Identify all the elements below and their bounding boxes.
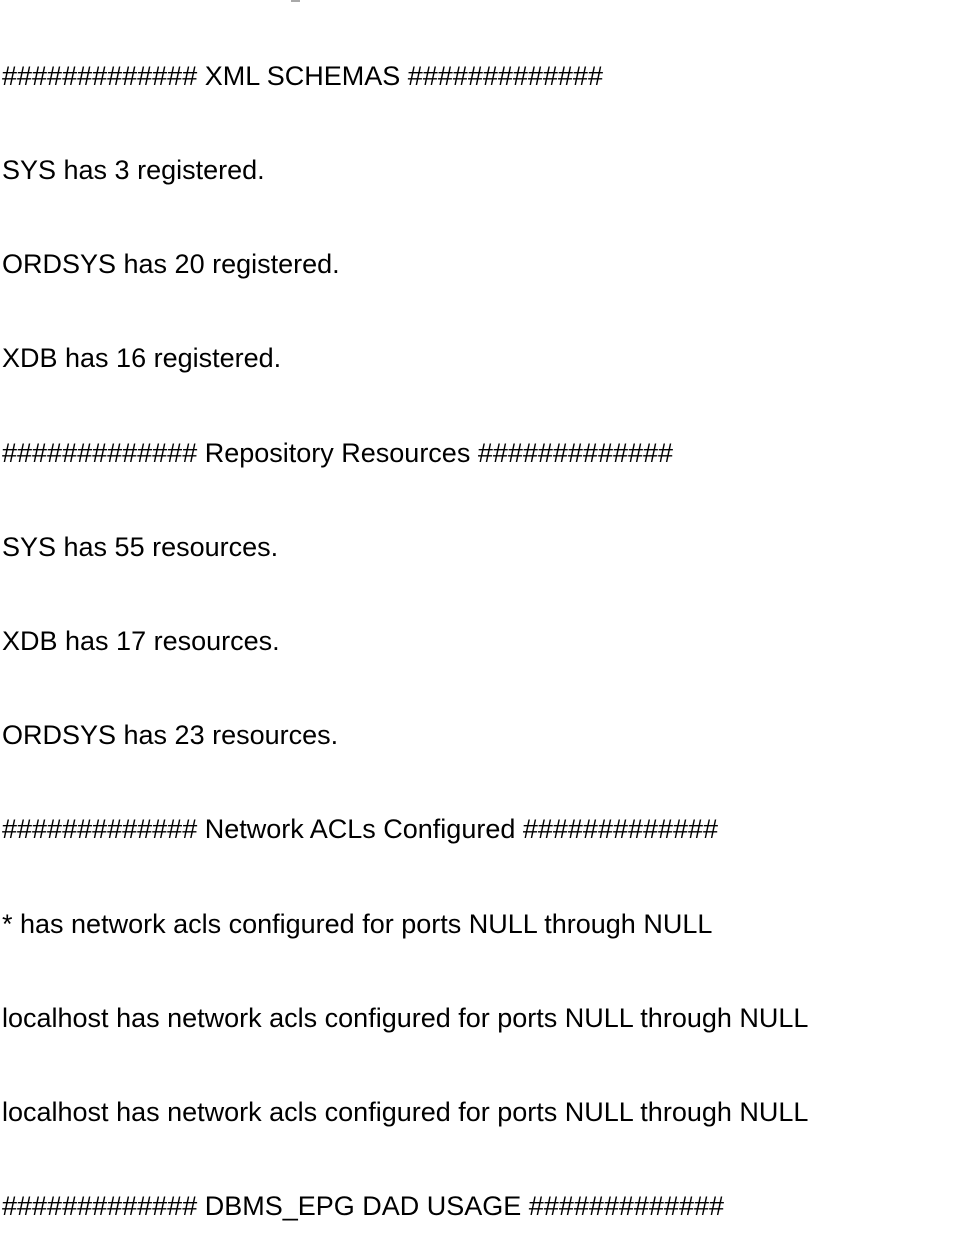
console-line: XDB has 17 resources. xyxy=(2,626,280,657)
console-line: localhost has network acls configured for ports NULL through NULL xyxy=(2,1097,809,1128)
section-header-dbms-epg-dad-usage: ############# DBMS_EPG DAD USAGE ############# xyxy=(2,1191,724,1222)
console-line: SYS has 55 resources. xyxy=(2,531,279,562)
console-line: XDB has 16 registered. xyxy=(2,343,282,374)
section-header-repository-resources: ############# Repository Resources ############# xyxy=(2,437,674,468)
console-line: ORDSYS has 23 resources. xyxy=(2,720,339,751)
console-output xyxy=(2,0,956,1254)
section-header-xml-schemas: ############# XML SCHEMAS ############# xyxy=(2,60,603,91)
console-line: ORDSYS has 20 registered. xyxy=(2,249,340,280)
console-line: localhost has network acls configured for ports NULL through NULL xyxy=(2,1002,809,1033)
console-line: * has network acls configured for ports NULL through NULL xyxy=(2,908,713,939)
section-header-network-acls: ############# Network ACLs Configured ############# xyxy=(2,814,719,845)
console-line: SYS has 3 registered. xyxy=(2,155,265,186)
